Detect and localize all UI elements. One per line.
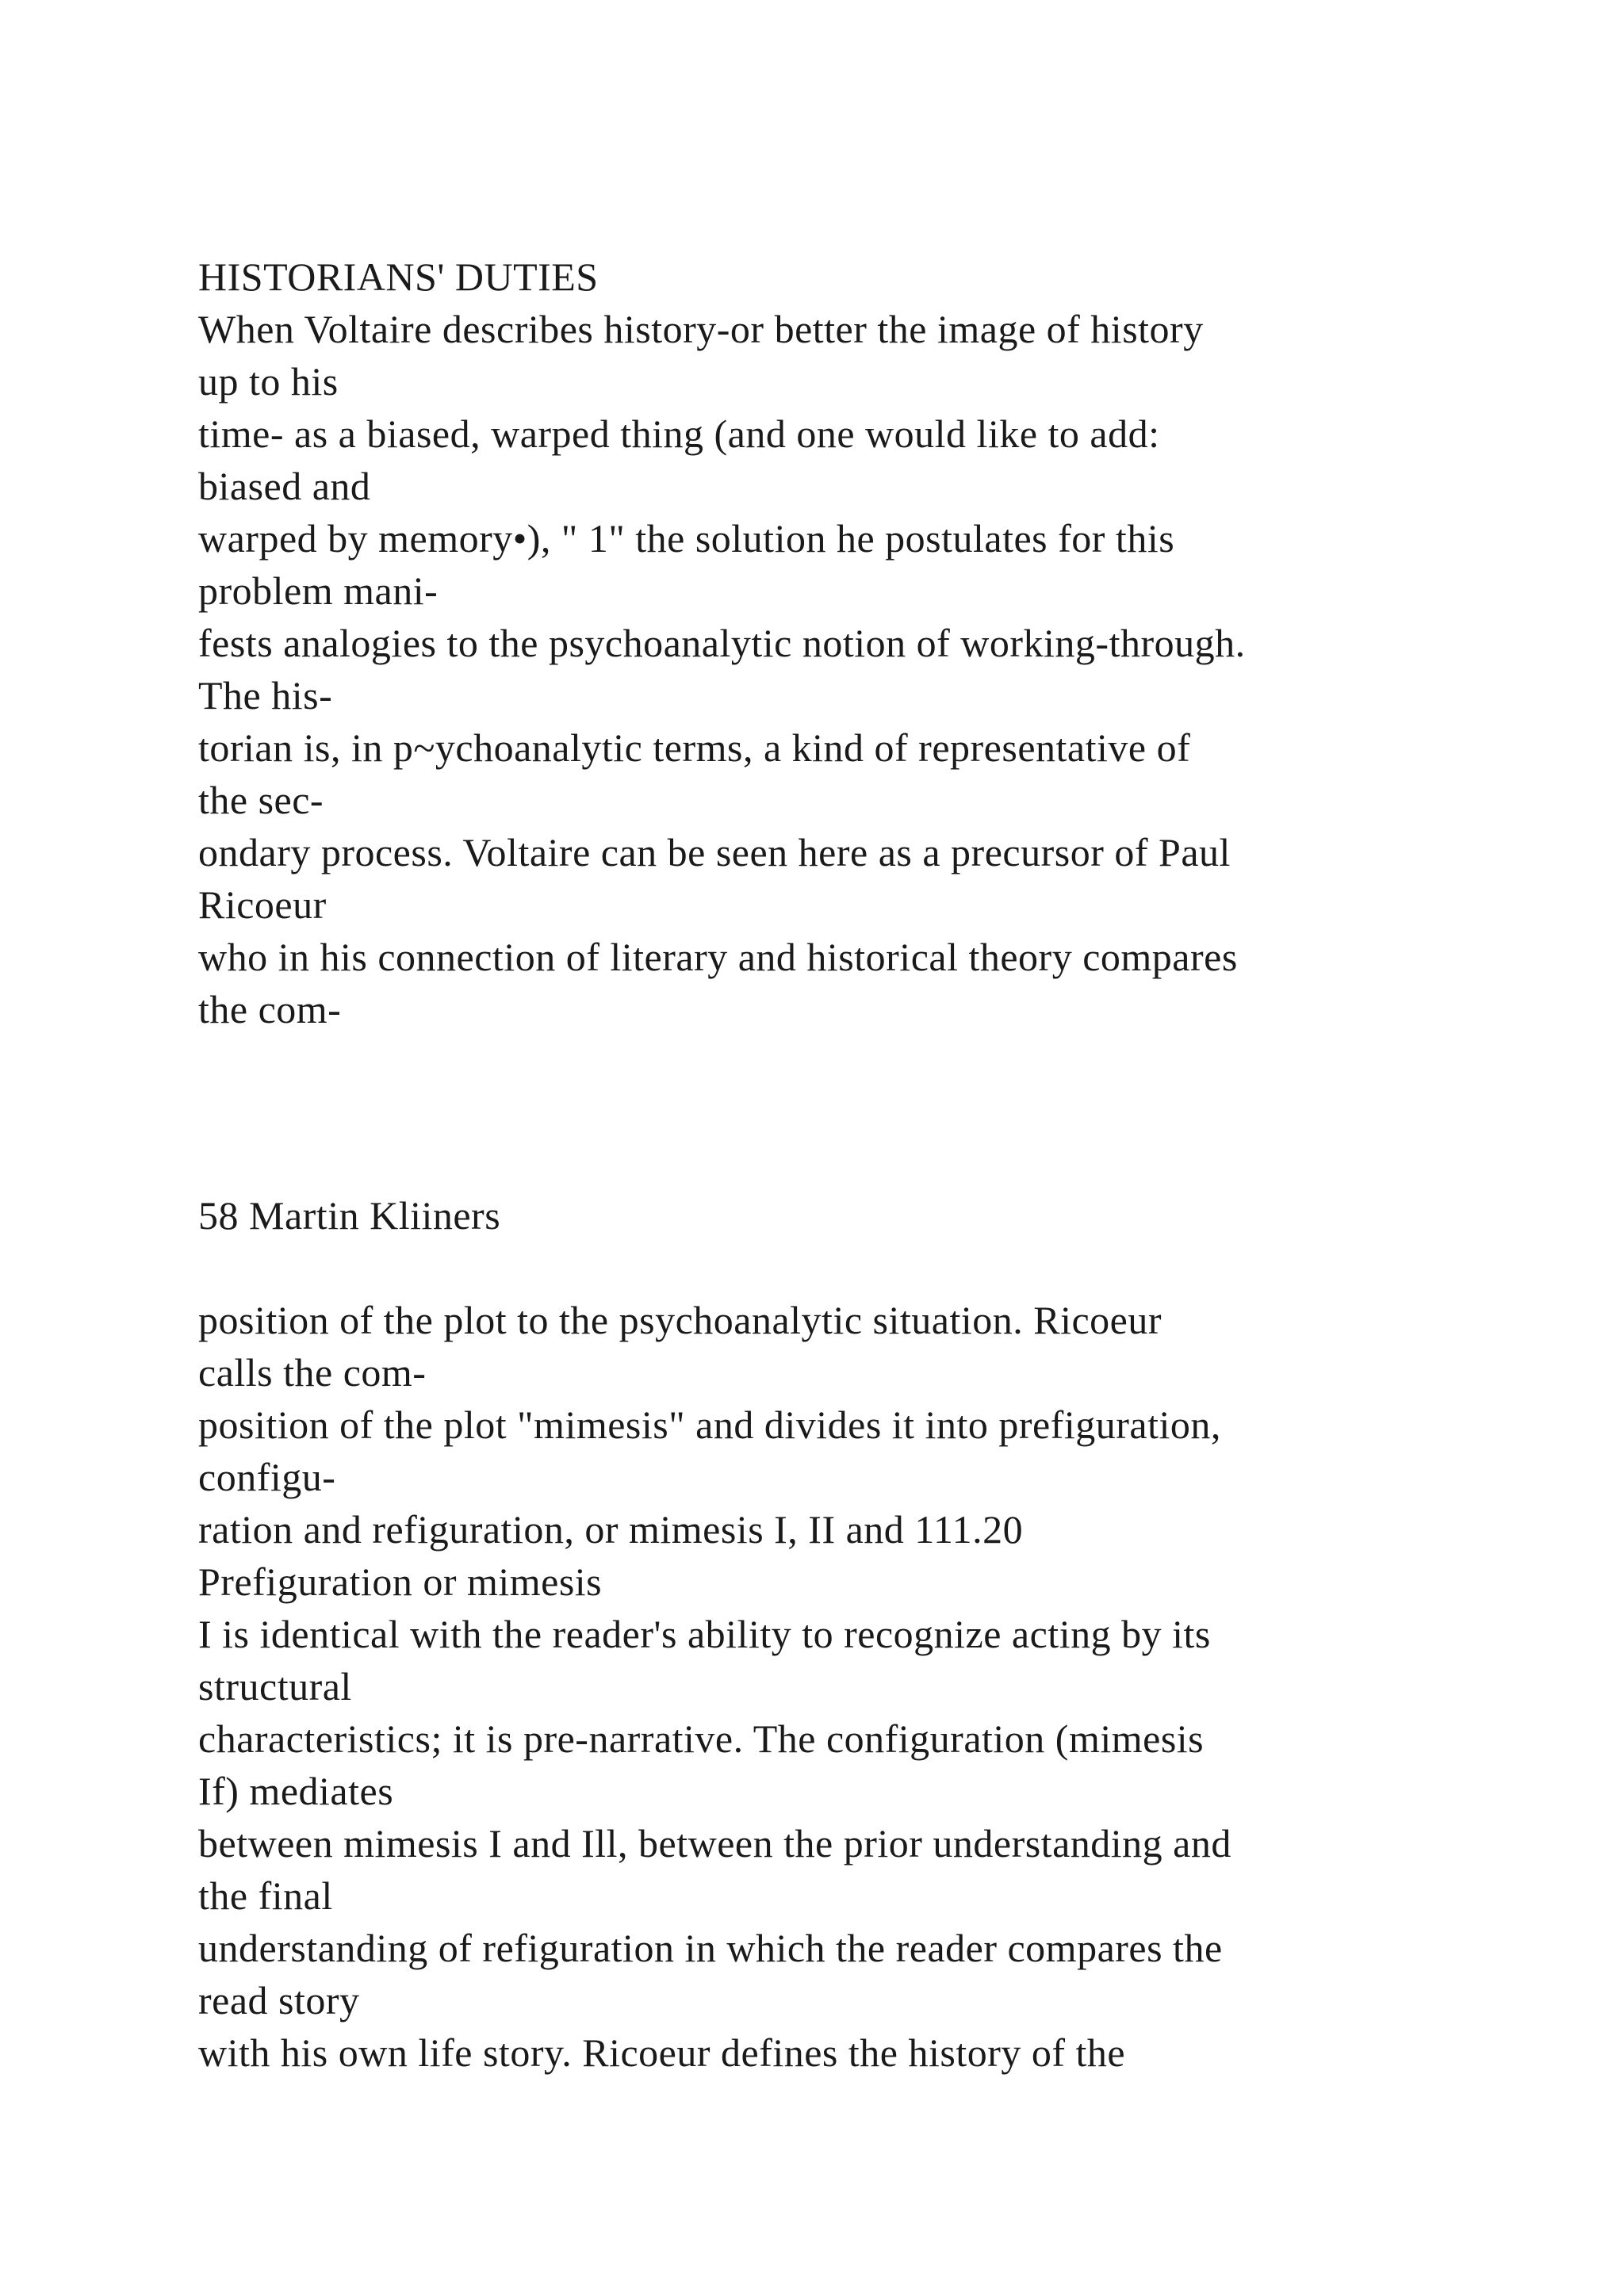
text-line: I is identical with the reader's ability to recognize acting by its (198, 1612, 1211, 1656)
text-line: If) mediates (198, 1769, 394, 1813)
running-page-header: 58 Martin Kliiners (198, 1193, 501, 1238)
text-line: who in his connection of literary and historical theory compares (198, 935, 1238, 979)
text-line: problem mani- (198, 568, 439, 613)
text-line: torian is, in p~ychoanalytic terms, a kind of representative of (198, 725, 1191, 770)
text-line: the sec- (198, 778, 324, 822)
text-line: read story (198, 1978, 360, 2022)
text-line: structural (198, 1664, 352, 1709)
text-line: position of the plot to the psychoanalytic situation. Ricoeur (198, 1298, 1162, 1342)
text-line: Prefiguration or mimesis (198, 1559, 603, 1604)
text-line: biased and (198, 464, 371, 508)
text-line: with his own life story. Ricoeur defines the history of the (198, 2030, 1126, 2075)
text-line: the final (198, 1873, 333, 1918)
text-line: ondary process. Voltaire can be seen here as a precursor of Paul (198, 830, 1231, 874)
text-line: the com- (198, 987, 342, 1031)
text-line: understanding of refiguration in which the reader compares the (198, 1926, 1223, 1970)
text-line: position of the plot "mimesis" and divides it into prefiguration, (198, 1402, 1221, 1447)
section-title: HISTORIANS' DUTIES (198, 254, 599, 299)
text-line: time- as a biased, warped thing (and one would like to add: (198, 411, 1160, 456)
text-line: The his- (198, 673, 333, 718)
text-line: calls the com- (198, 1350, 427, 1395)
text-line: between mimesis I and Ill, between the prior understanding and (198, 1821, 1231, 1866)
text-line: When Voltaire describes history-or better the image of history (198, 307, 1204, 351)
text-line: fests analogies to the psychoanalytic notion of working-through. (198, 621, 1246, 665)
text-line: warped by memory•), " 1" the solution he postulates for this (198, 516, 1175, 561)
text-line: up to his (198, 359, 339, 404)
text-line: configu- (198, 1455, 336, 1499)
text-line: characteristics; it is pre-narrative. The configuration (mimesis (198, 1716, 1205, 1761)
section-one-text (198, 251, 1507, 1035)
text-line: ration and refiguration, or mimesis I, II and 111.20 (198, 1507, 1024, 1552)
text-line: Ricoeur (198, 882, 327, 927)
section-two-text (198, 1294, 1507, 2079)
